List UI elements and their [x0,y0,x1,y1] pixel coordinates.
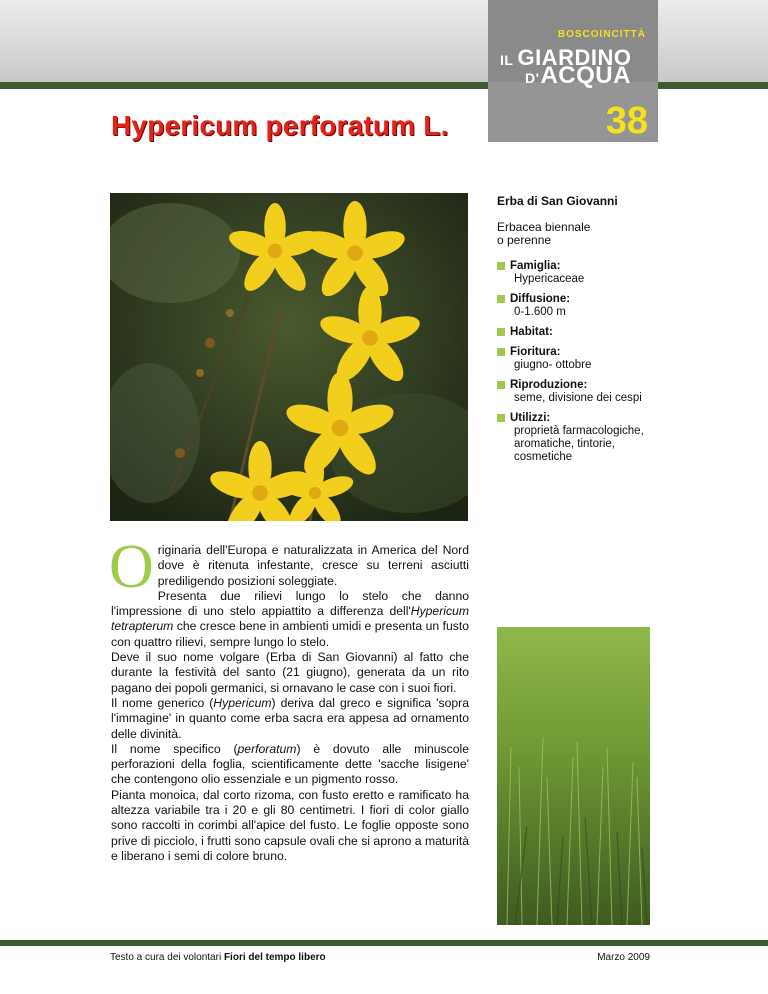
article-body [109,533,469,864]
fact-label: Utilizzi: [510,412,551,424]
paragraph-6: Pianta monoica, dal corto rizoma, con fusto eretto e ramificato ha altezza variabile tra i 20 e gli 80 centimetri. I fiori di color giallo sono raccolti in corimbi all'apice del fusto. Le foglie opposte sono prive di picciolo, i frutti sono capsule ovali che si aprono a maturità e liberano i semi di colore bruno. [111,787,469,863]
common-name: Erba di San Giovanni [497,194,618,208]
plant-type [497,221,667,247]
paragraph-4-text-a: Il nome generico ( [111,695,214,710]
paragraph-4-text-b: ) deriva dal greco e significa 'sopra l'immagine' in quanto come erba sacra era appesa ad ornamento delle divinità. [111,695,469,741]
fact-label: Famiglia: [510,260,561,272]
fact-diffusione [497,293,667,319]
fact-value: proprietà farmacologiche, aromatiche, tintorie, cosmetiche [514,425,644,463]
footer-green-rule [0,940,768,946]
fact-famiglia [497,260,667,286]
genus-name-italic: Hypericum [213,695,272,710]
species-name-italic: Hypericum tetrapterum [111,604,469,634]
footer-credit-prefix: Testo a cura dei volontari [110,952,222,963]
paragraph-4 [111,696,469,742]
epithet-italic: perforatum [237,741,297,756]
plant-type-line2: o perenne [497,233,552,247]
paragraph-2-text-b: che cresce bene in ambienti umidi e presenta un fusto con quattro rilievi, sempre lungo lo stelo. [111,619,469,649]
paragraph-5-text-b: ) è dovuto alle minuscole perforazioni della foglia, scientificamente dette 'sacche lisigene' che contengono olio essenziale e un pigmento rosso. [111,741,469,787]
series-prefix2: D' [525,70,540,86]
bullet-square-icon [497,328,505,336]
plant-type-line1: Erbacea biennale [497,220,591,234]
bullet-square-icon [497,348,505,356]
fact-label: Diffusione: [510,293,571,305]
meadow-illustration [497,627,650,925]
paragraph-5 [111,742,469,788]
paragraph-1: riginaria dell'Europa e naturalizzata in America del Nord dove è ritenuta infestante, cresce su terreni asciutti prediligendo posizioni soleggiate. [157,543,469,588]
footer-credit-group: Fiori del tempo libero [223,952,326,963]
fact-value: Hypericaceae [514,273,585,285]
series-badge [488,0,658,142]
paragraph-2 [111,589,469,650]
fact-utilizzi [497,412,667,464]
flower-illustration [110,193,468,521]
fact-label: Fioritura: [510,346,561,358]
fact-riproduzione [497,379,667,405]
paragraph-2-text-a: Presenta due rilievi lungo lo stelo che danno l'impressione di uno stelo appiattito a differenza dell' [111,588,469,619]
bullet-square-icon [497,381,505,389]
bullet-square-icon [497,262,505,270]
fact-label: Habitat: [510,326,553,338]
issue-number: 38 [605,100,648,142]
fact-sheet [497,195,667,471]
fact-value: seme, divisione dei cespi [514,392,642,404]
series-word2: ACQUA [540,62,631,89]
page-title: Hypericum perforatum L. [111,110,449,141]
bullet-square-icon [497,295,505,303]
fact-label: Riproduzione: [510,379,588,391]
fact-value: giugno- ottobre [514,359,592,371]
plant-photo [110,193,468,521]
series-title-line2 [525,62,631,90]
fact-fioritura [497,346,667,372]
paragraph-5-text-a: Il nome specifico ( [111,741,238,756]
footer-date: Marzo 2009 [597,952,650,963]
brand-name: BOSCOINCITTÀ [557,29,646,40]
footer-credit [110,952,326,963]
fact-habitat [497,326,667,339]
bullet-square-icon [497,414,505,422]
habitat-photo [497,627,650,925]
fact-value: 0-1.600 m [514,306,566,318]
paragraph-3: Deve il suo nome volgare (Erba di San Giovanni) al fatto che durante la festività del santo (21 giugno), generata da un rito pagano dei popoli germanici, si ornavano le case con i suoi fiori. [111,650,469,695]
series-prefix: IL [500,52,514,68]
series-word1: GIARDINO [517,45,632,70]
drop-cap: O [109,533,154,601]
